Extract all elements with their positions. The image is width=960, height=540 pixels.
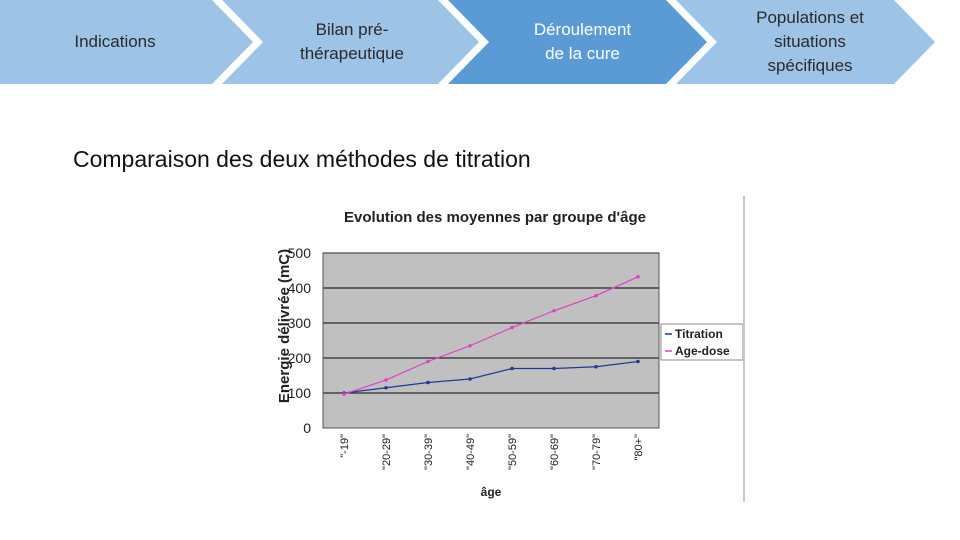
data-point-age-dose xyxy=(594,294,598,298)
data-point-titration xyxy=(468,377,472,381)
data-point-age-dose xyxy=(468,344,472,348)
data-point-titration xyxy=(594,365,598,369)
data-point-age-dose xyxy=(426,360,430,364)
x-tick-label: "60-69" xyxy=(549,434,561,470)
data-point-age-dose xyxy=(636,275,640,279)
chart-image xyxy=(265,196,747,502)
data-point-titration xyxy=(426,381,430,385)
slide-title: Comparaison des deux méthodes de titration xyxy=(73,146,531,172)
chart-frame-border xyxy=(743,196,745,502)
y-tick-label: 500 xyxy=(287,245,311,261)
y-tick-label: 400 xyxy=(287,280,311,296)
x-tick-label: "80+" xyxy=(633,434,645,461)
y-tick-label: 200 xyxy=(287,350,311,366)
data-point-age-dose xyxy=(342,392,346,396)
data-point-age-dose xyxy=(552,309,556,313)
plot-area xyxy=(323,253,659,428)
y-tick-label: 300 xyxy=(287,315,311,331)
x-tick-label: "50-59" xyxy=(507,434,519,470)
y-axis-label: Energie délivrée (mC) xyxy=(276,248,293,404)
x-tick-label: "40-49" xyxy=(465,434,477,470)
process-steps-bar xyxy=(0,0,960,84)
step-label-indications[interactable]: Indications xyxy=(74,32,156,51)
step-label-deroulement[interactable]: Déroulement de la cure xyxy=(533,20,632,63)
x-tick-label: "70-79" xyxy=(591,434,603,470)
line-chart xyxy=(265,196,747,502)
x-tick-label: "-19" xyxy=(339,434,351,458)
data-point-titration xyxy=(552,367,556,371)
data-point-titration xyxy=(384,386,388,390)
step-label-populations[interactable]: Populations et situations spécifiques xyxy=(756,8,864,75)
data-point-age-dose xyxy=(510,326,514,330)
step-label-bilan[interactable]: Bilan pré- thérapeutique xyxy=(300,20,404,63)
x-tick-label: "20-29" xyxy=(381,434,393,470)
chart-title: Evolution des moyennes par groupe d'âge xyxy=(344,209,646,226)
y-tick-label: 0 xyxy=(303,420,311,436)
x-tick-label: "30-39" xyxy=(423,434,435,470)
data-point-titration xyxy=(510,367,514,371)
legend-label: Titration xyxy=(675,327,723,341)
x-axis-label: âge xyxy=(480,485,502,499)
y-tick-label: 100 xyxy=(287,385,311,401)
data-point-titration xyxy=(636,360,640,364)
data-point-age-dose xyxy=(384,378,388,382)
legend-label: Age-dose xyxy=(675,344,730,358)
